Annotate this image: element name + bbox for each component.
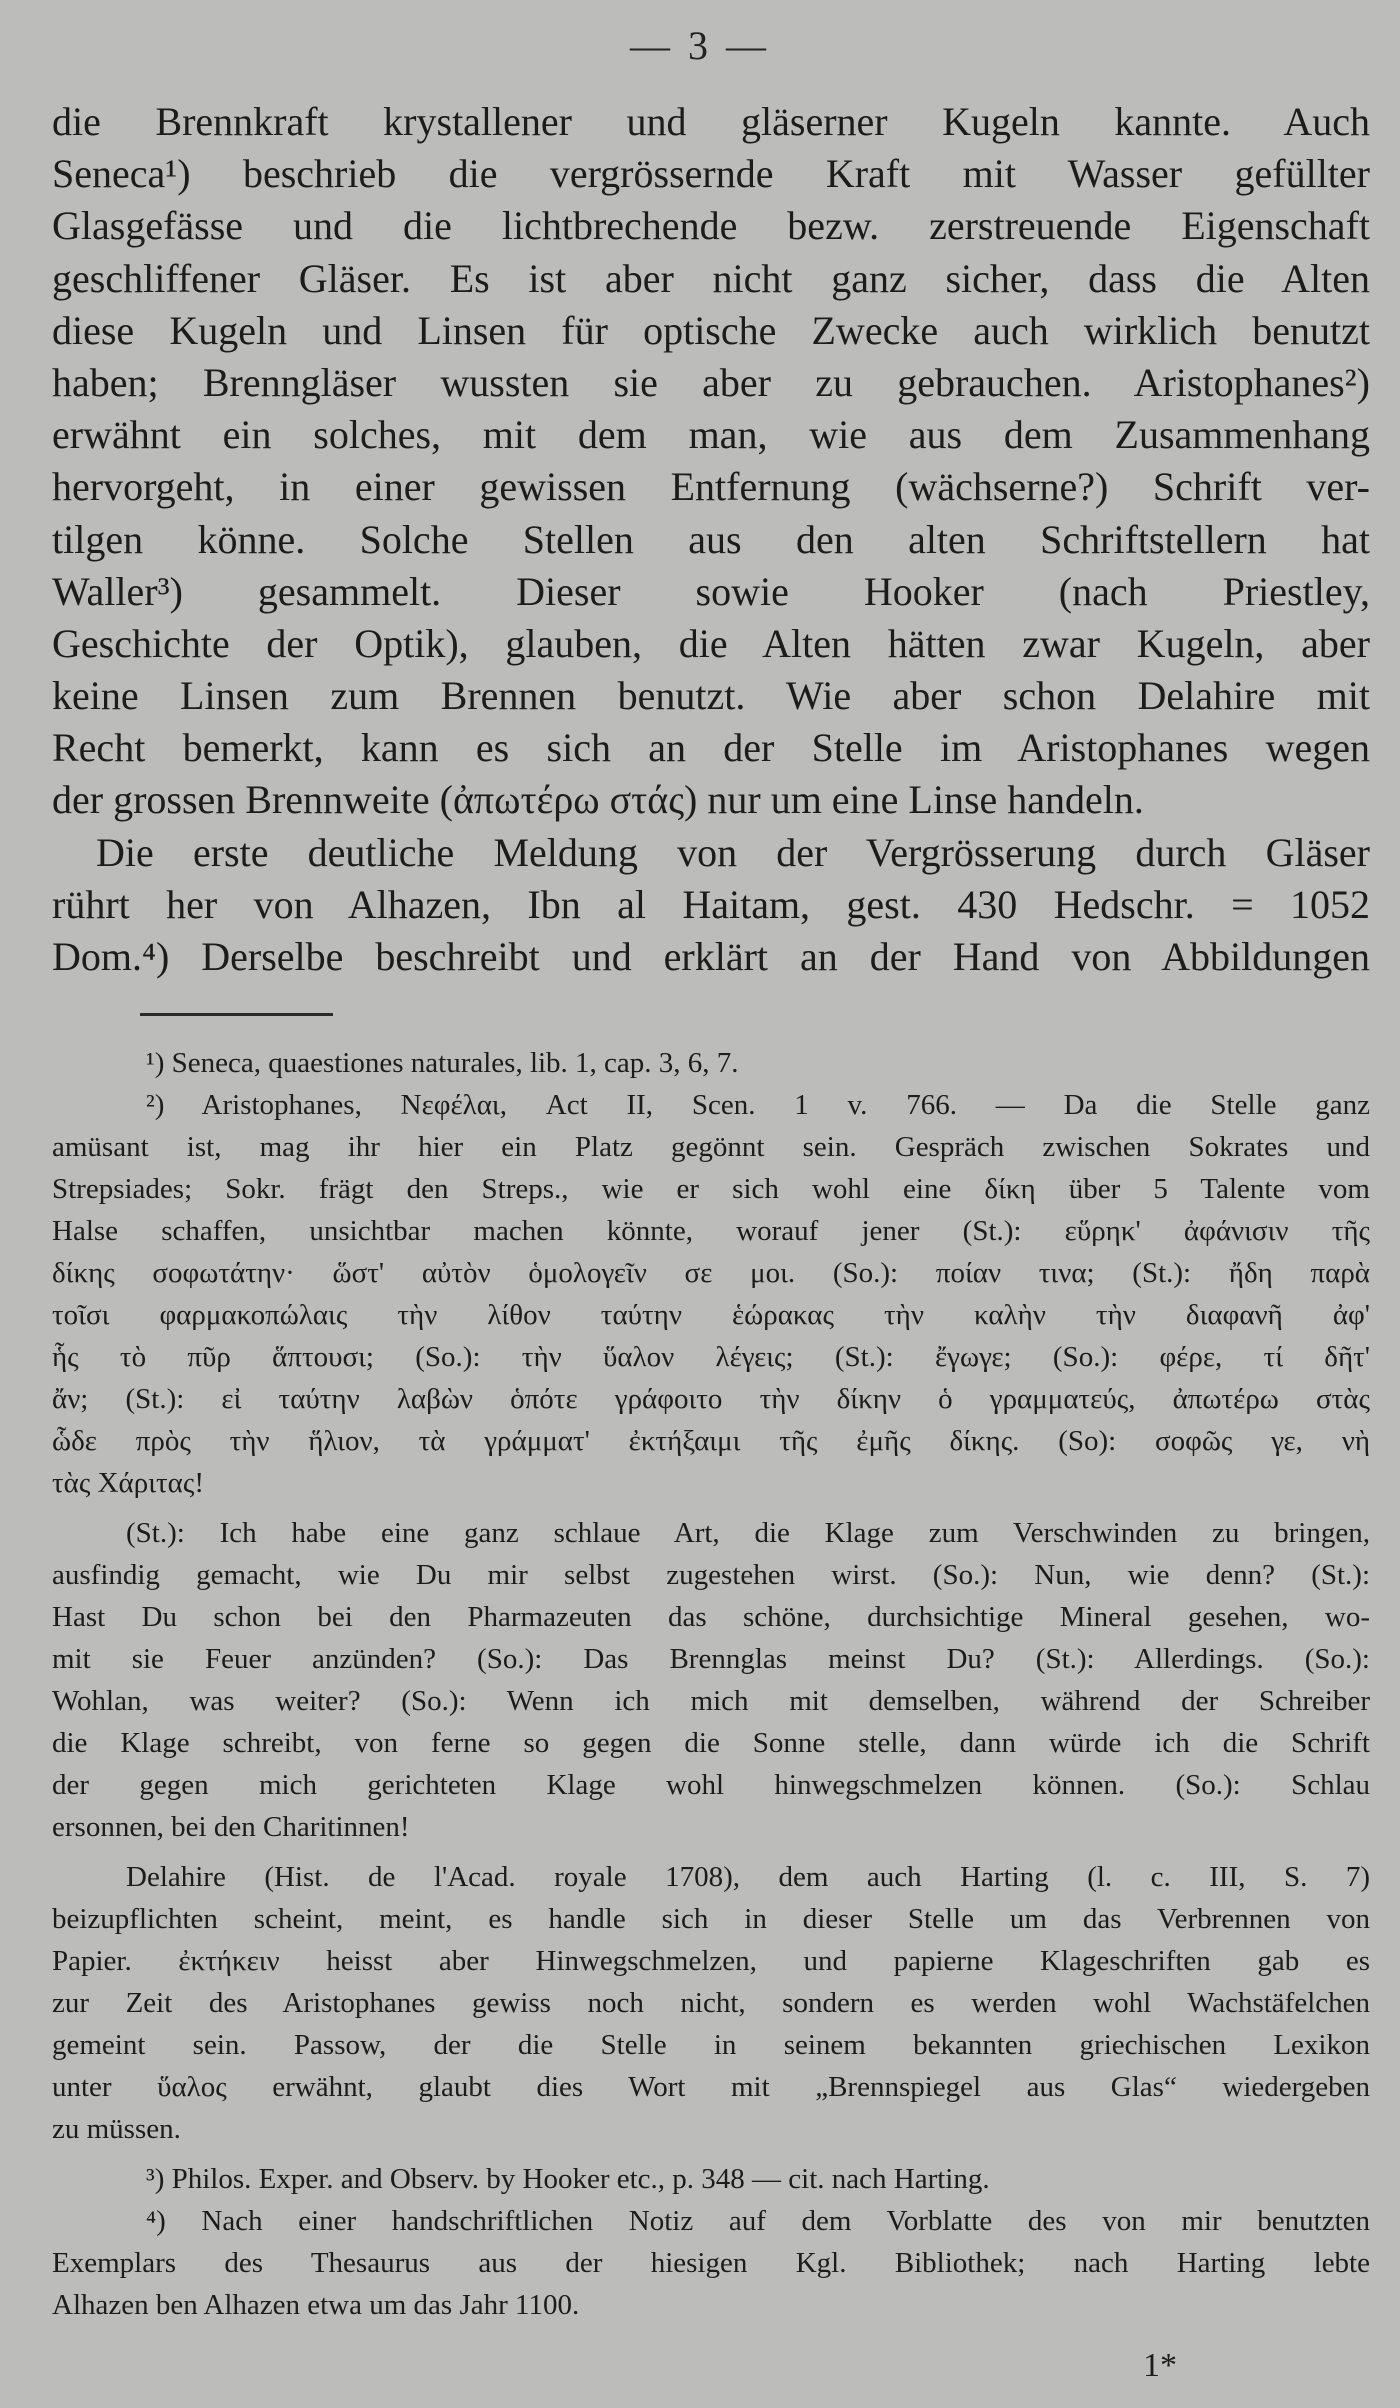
main-text	[52, 96, 1370, 983]
footnote-line: die Klage schreibt, von ferne so gegen die Sonne stelle, dann würde ich die Schrift	[52, 1727, 1370, 1759]
footnote-divider	[140, 1013, 333, 1016]
body-line: tilgen könne. Solche Stellen aus den alten Schriftstellern hat	[52, 516, 1370, 562]
body-line: Seneca¹) beschrieb die vergrössernde Kraft mit Wasser gefüllter	[52, 151, 1370, 197]
body-line: Recht bemerkt, kann es sich an der Stelle im Aristophanes wegen	[52, 725, 1370, 771]
footnote-line: amüsant ist, mag ihr hier ein Platz gegönnt sein. Gespräch zwischen Sokrates und	[52, 1131, 1370, 1163]
footnote-line: Alhazen ben Alhazen etwa um das Jahr 1100.	[52, 2289, 580, 2321]
footnote-line: ὧδε πρὸς τὴν ἥλιον, τὰ γράμματ' ἐκτήξαιμι τῆς ἐμῆς δίκης. (So): σοφῶς γε, νὴ	[52, 1425, 1370, 1457]
footnote-line: ²) Aristophanes, Νεφέλαι, Act II, Scen. 1 v. 766. — Da die Stelle ganz	[146, 1089, 1370, 1121]
paragraph-gap	[52, 1848, 1370, 1856]
body-line: Waller³) gesammelt. Dieser sowie Hooker (nach Priestley,	[52, 568, 1370, 614]
footnotes	[52, 1042, 1370, 2326]
footnote-line: Papier. ἐκτήκειν heisst aber Hinwegschmelzen, und papierne Klageschriften gab es	[52, 1945, 1370, 1977]
footnote-line: zu müssen.	[52, 2113, 181, 2145]
footnote-line: Delahire (Hist. de l'Acad. royale 1708), dem auch Harting (l. c. III, S. 7)	[126, 1861, 1370, 1893]
body-line: Glasgefässe und die lichtbrechende bezw. zerstreuende Eigenschaft	[52, 203, 1370, 249]
footnote-line: Wohlan, was weiter? (So.): Wenn ich mich mit demselben, während der Schreiber	[52, 1685, 1370, 1717]
signature-mark: 1*	[1143, 2347, 1177, 2384]
body-line: der grossen Brennweite (ἀπωτέρω στάς) nur um eine Linse handeln.	[52, 777, 1144, 823]
paragraph-gap	[52, 1504, 1370, 1512]
body-line: Geschichte der Optik), glauben, die Alten hätten zwar Kugeln, aber	[52, 620, 1370, 666]
footnote-line: beizupflichten scheint, meint, es handle sich in dieser Stelle um das Verbrennen von	[52, 1903, 1370, 1935]
footnote-line: der gegen mich gerichteten Klage wohl hinwegschmelzen können. (So.): Schlau	[52, 1769, 1370, 1801]
footnote-line: unter ὕαλος erwähnt, glaubt dies Wort mit „Brennspiegel aus Glas“ wiedergeben	[52, 2071, 1370, 2103]
body-line: rührt her von Alhazen, Ibn al Haitam, gest. 430 Hedschr. = 1052	[52, 881, 1370, 927]
body-line: keine Linsen zum Brennen benutzt. Wie aber schon Delahire mit	[52, 673, 1370, 719]
footnote-line: τοῖσι φαρμακοπώλαις τὴν λίθον ταύτην ἑώρακας τὴν καλὴν τὴν διαφανῆ ἀφ'	[52, 1299, 1370, 1331]
body-line: Dom.⁴) Derselbe beschreibt und erklärt an der Hand von Abbildungen	[52, 934, 1370, 979]
footnote-line: τὰς Χάριτας!	[52, 1467, 204, 1499]
footnote-line: δίκης σοφωτάτην· ὥστ' αὐτὸν ὁμολογεῖν σε μοι. (So.): ποίαν τινα; (St.): ἤδη παρὰ	[52, 1257, 1370, 1289]
footnote-line: ¹) Seneca, quaestiones naturales, lib. 1, cap. 3, 6, 7.	[146, 1047, 739, 1079]
body-line: haben; Brenngläser wussten sie aber zu gebrauchen. Aristophanes²)	[52, 359, 1370, 405]
footnote-line: ³) Philos. Exper. and Observ. by Hooker etc., p. 348 — cit. nach Harting.	[146, 2163, 990, 2195]
footnote-line: Exemplars des Thesaurus aus der hiesigen Kgl. Bibliothek; nach Harting lebte	[52, 2247, 1370, 2279]
footnote-line: ἄν; (St.): εἰ ταύτην λαβὼν ὁπότε γράφοιτο τὴν δίκην ὁ γραμματεύς, ἀπωτέρω στὰς	[52, 1383, 1370, 1415]
footnote-line: Strepsiades; Sokr. frägt den Streps., wie er sich wohl eine δίκη über 5 Talente vom	[52, 1173, 1370, 1205]
footnote-line: ersonnen, bei den Charitinnen!	[52, 1811, 410, 1843]
footnote-line: Hast Du schon bei den Pharmazeuten das schöne, durchsichtige Mineral gesehen, wo-	[52, 1601, 1370, 1633]
footnote-line: mit sie Feuer anzünden? (So.): Das Brennglas meinst Du? (St.): Allerdings. (So.):	[52, 1643, 1370, 1675]
footnote-line: ⁴) Nach einer handschriftlichen Notiz auf dem Vorblatte des von mir benutzten	[146, 2205, 1370, 2237]
footnote-line: ausfindig gemacht, wie Du mir selbst zugestehen wirst. (So.): Nun, wie denn? (St.):	[52, 1559, 1370, 1591]
footnote-line: zur Zeit des Aristophanes gewiss noch nicht, sondern es werden wohl Wachstäfelchen	[52, 1987, 1370, 2019]
body-line: geschliffener Gläser. Es ist aber nicht ganz sicher, dass die Alten	[52, 255, 1370, 301]
body-line: die Brennkraft krystallener und gläserner Kugeln kannte. Auch	[52, 99, 1370, 144]
body-line: Die erste deutliche Meldung von der Vergrösserung durch Gläser	[96, 829, 1370, 875]
page-number: — 3 —	[630, 23, 770, 68]
body-line: erwähnt ein solches, mit dem man, wie aus dem Zusammenhang	[52, 412, 1370, 458]
footnote-line: Halse schaffen, unsichtbar machen könnte, worauf jener (St.): εὕρηκ' ἀφάνισιν τῆς	[52, 1215, 1370, 1247]
paragraph-gap	[52, 2150, 1370, 2158]
footnote-line: ἧς τὸ πῦρ ἅπτουσι; (So.): τὴν ὕαλον λέγεις; (St.): ἔγωγε; (So.): φέρε, τί δῆτ'	[52, 1341, 1370, 1373]
body-line: diese Kugeln und Linsen für optische Zwecke auch wirklich benutzt	[52, 307, 1370, 353]
footnote-line: gemeint sein. Passow, der die Stelle in seinem bekannten griechischen Lexikon	[52, 2029, 1370, 2061]
body-line: hervorgeht, in einer gewissen Entfernung (wächserne?) Schrift ver-	[52, 464, 1370, 510]
footnote-line: (St.): Ich habe eine ganz schlaue Art, die Klage zum Verschwinden zu bringen,	[126, 1517, 1370, 1549]
